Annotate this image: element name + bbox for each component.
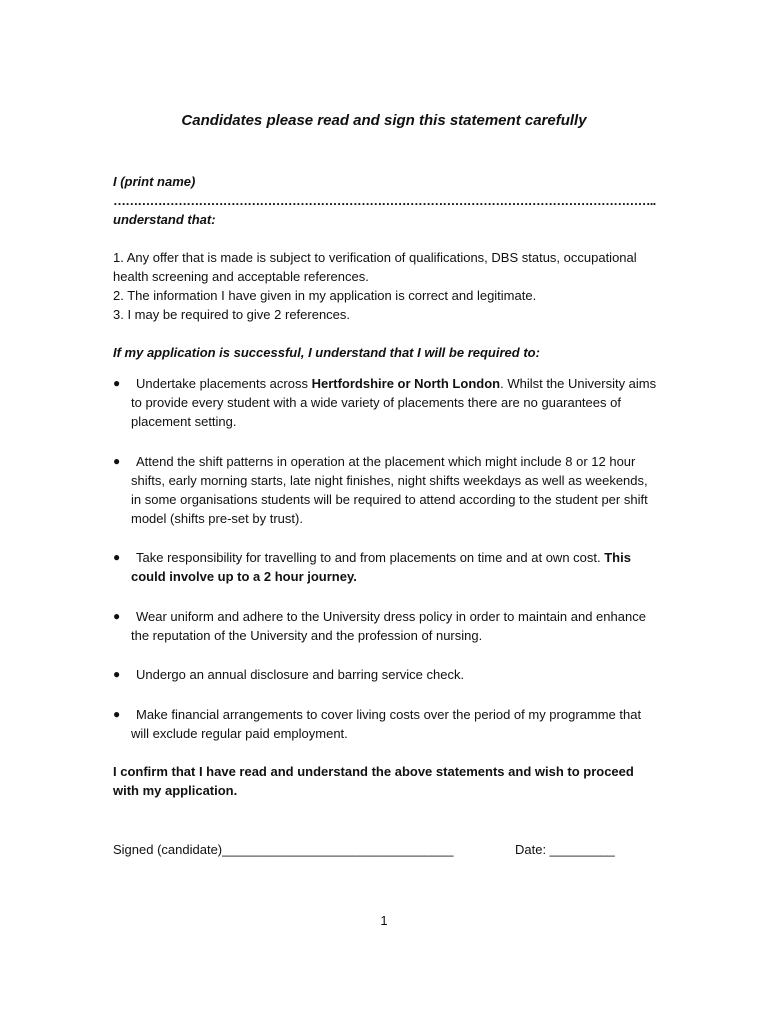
- confirmation-statement: I confirm that I have read and understand the above statements and wish to proceed with my application.: [113, 764, 634, 798]
- bullet-text: Wear uniform and adhere to the University dress policy in order to maintain and enhance the reputation of the University and the profession of nursing.: [131, 609, 646, 643]
- bullet-icon: ●: [113, 376, 121, 390]
- bullet-text: Undergo an annual disclosure and barring service check.: [136, 667, 465, 682]
- bullet-icon: ●: [113, 707, 121, 721]
- date-field[interactable]: Date: _________: [515, 842, 615, 857]
- numbered-list: [113, 248, 658, 324]
- requirement-item-dbs-check: [113, 665, 658, 684]
- understand-that-label: understand that:: [113, 212, 216, 227]
- requirements-heading: If my application is successful, I understand that I will be required to:: [113, 345, 540, 360]
- page-number: 1: [380, 913, 388, 928]
- bullet-bold-text: Hertfordshire or North London: [311, 376, 501, 391]
- bullet-bold-text: This could involve up to a 2 hour journey.: [131, 550, 631, 584]
- requirement-item-uniform: [113, 607, 658, 645]
- print-name-line: ……………………………………………………………………………………………………………………..: [113, 193, 656, 208]
- bullet-icon: ●: [113, 609, 121, 623]
- bullet-text-tail: . Whilst the University aims to provide every student with a wide variety of placements there are no guarantees of placement setting.: [131, 376, 657, 429]
- numbered-item-3: 3. I may be required to give 2 references.: [113, 307, 351, 322]
- print-name-section: [113, 172, 658, 229]
- bullet-text: Undertake placements across: [136, 376, 312, 391]
- bullet-icon: ●: [113, 550, 121, 564]
- requirement-item-placements: [113, 374, 658, 431]
- bullet-text: Attend the shift patterns in operation at the placement which might include 8 or 12 hour shifts, early morning starts, late night finishes, night shifts weekdays as well as weekends, in some organisations students will be required to attend according to the student per shift model (shifts pre-set by trust).: [131, 454, 648, 526]
- bullet-text: Take responsibility for travelling to and from placements on time and at own cost.: [136, 550, 605, 565]
- bullet-text: Make financial arrangements to cover living costs over the period of my programme that will exclude regular paid employment.: [131, 707, 642, 741]
- requirement-item-travel: [113, 548, 658, 586]
- print-name-label: I (print name): [113, 174, 196, 189]
- page-title: Candidates please read and sign this statement carefully: [181, 112, 587, 129]
- signature-field[interactable]: Signed (candidate)________________________________: [113, 842, 454, 857]
- requirement-item-shifts: [113, 452, 658, 528]
- numbered-item-1: 1. Any offer that is made is subject to verification of qualifications, DBS status, occupational health screening and acceptable references.: [113, 250, 637, 284]
- numbered-item-2: 2. The information I have given in my application is correct and legitimate.: [113, 288, 537, 303]
- requirement-item-finances: [113, 705, 658, 743]
- bullet-icon: ●: [113, 667, 121, 681]
- bullet-icon: ●: [113, 454, 121, 468]
